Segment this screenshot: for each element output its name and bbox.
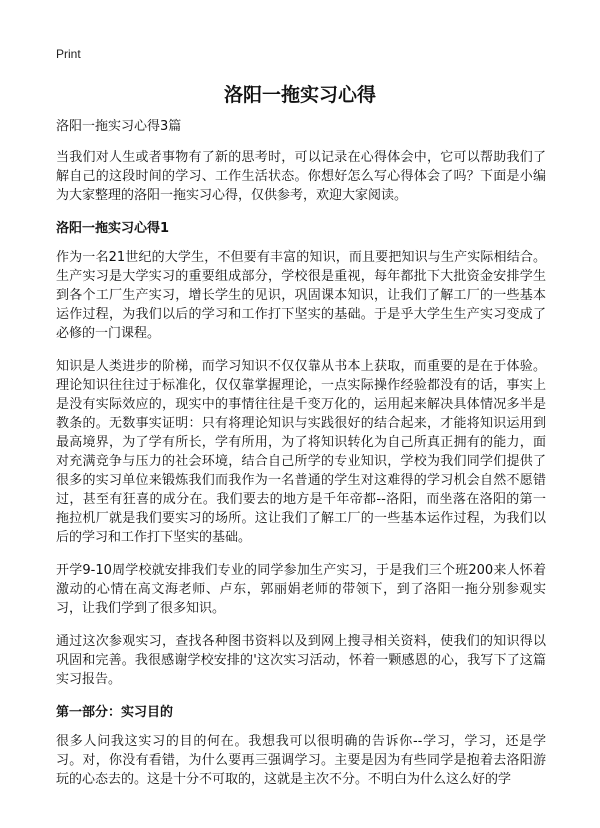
section1-paragraph: 作为一名21世纪的大学生，不但要有丰富的知识，而且要把知识与生产实际相结合。生产实习是大学实习的重要组成部分，学校很是重视，每年都批下大批资金安排学生到各个工厂生产实习，增长学生的见识，巩固课本知识，让我们了解工厂的一些基本运作过程，为我们以后的学习和工作打下坚实的基础。于是乎大学生生产实习变成了必修的一门课程。 xyxy=(56,250,546,341)
section1-paragraph: 知识是人类进步的阶梯，而学习知识不仅仅靠从书本上获取，而重要的是在于体验。理论知识往往过于标准化，仅仅靠掌握理论，一点实际操作经验都没有的话，事实上是没有实际效应的，现实中的事情往往是千变万化的，运用起来解决具体情况多半是教条的。无数事实证明：只有将理论知识与实践很好的结合起来，才能将知识运用到最高境界，为了学有所长，学有所用，为了将知识转化为自己所真正拥有的能力，面对充满竞争与压力的社会环境，结合自己所学的专业知识，学校为我们同学们提供了很多的实习单位来锻炼我们而我作为一名普通的学生对这难得的学习机会自然不愿错过，甚至有狂喜的成分在。我们要去的地方是千年帝都--洛阳，而坐落在洛阳的第一拖拉机厂就是我们要实习的场所。这让我们了解工厂的一些基本运作过程，为我们以后的学习和工作打下坚实的基础。 xyxy=(56,359,546,545)
section-heading-1: 洛阳一拖实习心得1 xyxy=(56,221,170,236)
section1-paragraph: 通过这次参观实习，查找各种图书资料以及到网上搜寻相关资料，使我们的知识得以巩固和完善。我很感谢学校安排的'这次实习活动，怀着一颗感恩的心，我写下了这篇实习报告。 xyxy=(56,634,546,687)
intro-paragraph: 当我们对人生或者事物有了新的思考时，可以记录在心得体会中，它可以帮助我们了解自己的这段时间的学习、工作生活状态。你想好怎么写心得体会了吗？下面是小编为大家整理的洛阳一拖实习心得，仅供参考，欢迎大家阅读。 xyxy=(56,150,546,203)
article-body xyxy=(56,117,546,803)
section-heading-2: 第一部分：实习目的 xyxy=(56,705,174,720)
page-title: 洛阳一拖实习心得 xyxy=(223,84,376,106)
section1-paragraph: 开学9-10周学校就安排我们专业的同学参加生产实习，于是我们三个班200来人怀着激动的心情在高文海老师、卢东，郭丽娟老师的带领下，到了洛阳一拖分别参观实习，让我们学到了很多知识。 xyxy=(56,563,546,616)
section2-paragraph: 很多人问我这实习的目的何在。我想我可以很明确的告诉你--学习，学习，还是学习。对，你没有看错，为什么要再三强调学习。主要是因为有些同学是抱着去洛阳游玩的心态去的。这是十分不可取的，这就是主次不分。不明白为什么这么好的学 xyxy=(56,734,546,787)
article-subtitle: 洛阳一拖实习心得3篇 xyxy=(56,119,182,134)
print-link[interactable]: Print xyxy=(56,47,81,61)
